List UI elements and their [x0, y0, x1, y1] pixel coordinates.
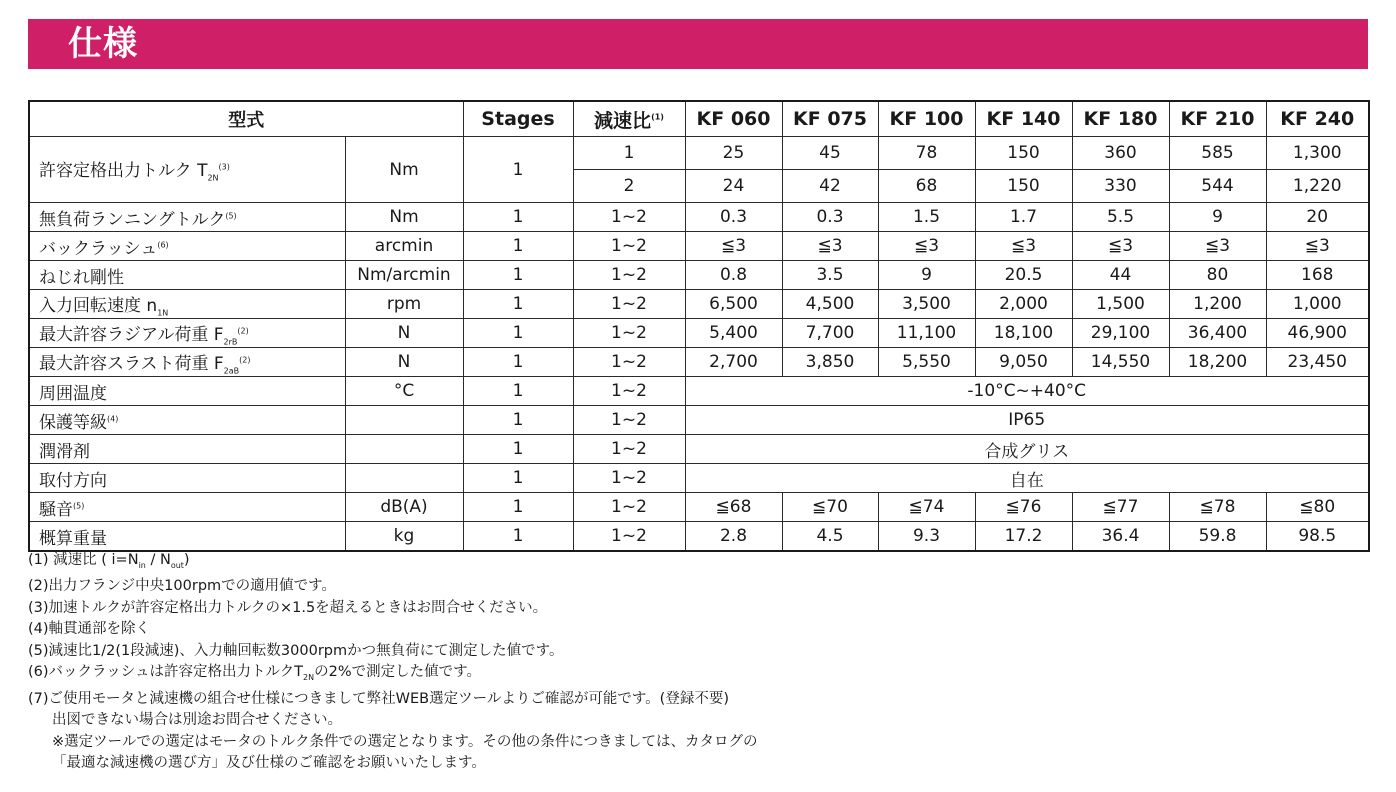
row-unit	[345, 464, 463, 493]
cell-value-merged: IP65	[685, 406, 1369, 435]
cell-value: ≦80	[1266, 493, 1369, 522]
table-row	[29, 232, 1369, 261]
cell-value: ≦70	[782, 493, 878, 522]
table-row	[29, 377, 1369, 406]
cell-value: 9.3	[878, 522, 975, 552]
row-unit: dB(A)	[345, 493, 463, 522]
row-label: 入力回転速度 $n_{1N}$	[29, 290, 345, 319]
row-label: 騒音$^{(5)}$	[29, 493, 345, 522]
cell-value: 18,200	[1169, 348, 1266, 377]
cell-value: 6,500	[685, 290, 782, 319]
row-ratio: 1~2	[573, 406, 685, 435]
cell-value: 11,100	[878, 319, 975, 348]
row-label: 潤滑剤	[29, 435, 345, 464]
cell-value: 4,500	[782, 290, 878, 319]
row-unit	[345, 435, 463, 464]
footnote-7-line4: 「最適な減速機の選び方」及び仕様のご確認をお願いいたします。	[52, 755, 486, 772]
cell-value: 4.5	[782, 522, 878, 552]
cell-value: 1,300	[1266, 137, 1369, 170]
cell-value: 9,050	[975, 348, 1072, 377]
row-label: ねじれ剛性	[29, 261, 345, 290]
cell-value: 7,700	[782, 319, 878, 348]
cell-value: 46,900	[1266, 319, 1369, 348]
row-unit	[345, 406, 463, 435]
row-label: 無負荷ランニングトルク$^{(5)}$	[29, 203, 345, 232]
cell-value: ≦3	[685, 232, 782, 261]
header-model: KF 210	[1169, 101, 1266, 137]
cell-value: 20.5	[975, 261, 1072, 290]
cell-value: 36.4	[1072, 522, 1169, 552]
cell-value: ≦68	[685, 493, 782, 522]
row-ratio: 1	[573, 137, 685, 170]
cell-value: ≦78	[1169, 493, 1266, 522]
row-stages: 1	[463, 232, 573, 261]
spec-table	[28, 100, 1370, 552]
row-stages: 1	[463, 203, 573, 232]
row-ratio: 1~2	[573, 348, 685, 377]
cell-value: ≦3	[1169, 232, 1266, 261]
footnote-1: (1) 減速比 ( $i=N_{in} / N_{out}$)	[28, 552, 190, 570]
row-stages: 1	[463, 406, 573, 435]
cell-value: 9	[1169, 203, 1266, 232]
row-ratio: 1~2	[573, 435, 685, 464]
table-row	[29, 435, 1369, 464]
row-label: 周囲温度	[29, 377, 345, 406]
cell-value: ≦76	[975, 493, 1072, 522]
table-row	[29, 137, 1369, 170]
cell-value: 0.3	[685, 203, 782, 232]
cell-value: 98.5	[1266, 522, 1369, 552]
row-stages: 1	[463, 261, 573, 290]
cell-value: 80	[1169, 261, 1266, 290]
row-unit: arcmin	[345, 232, 463, 261]
cell-value: 17.2	[975, 522, 1072, 552]
cell-value: 45	[782, 137, 878, 170]
row-ratio: 1~2	[573, 377, 685, 406]
header-model: KF 180	[1072, 101, 1169, 137]
cell-value: 2,700	[685, 348, 782, 377]
cell-value: 360	[1072, 137, 1169, 170]
cell-value: 1,200	[1169, 290, 1266, 319]
cell-value: 1.7	[975, 203, 1072, 232]
cell-value: 1,500	[1072, 290, 1169, 319]
cell-value: 330	[1072, 170, 1169, 203]
row-unit: Nm	[345, 203, 463, 232]
cell-value: 29,100	[1072, 319, 1169, 348]
row-label: 取付方向	[29, 464, 345, 493]
header-model: KF 060	[685, 101, 782, 137]
row-stages: 1	[463, 435, 573, 464]
cell-value: 0.3	[782, 203, 878, 232]
cell-value: 5,400	[685, 319, 782, 348]
header-model: KF 140	[975, 101, 1072, 137]
table-row	[29, 290, 1369, 319]
row-label: 許容定格出力トルク $T_{2N}^{(3)}$	[29, 137, 345, 203]
section-banner	[28, 19, 1368, 69]
row-stages: 1	[463, 522, 573, 552]
cell-value: 168	[1266, 261, 1369, 290]
row-ratio: 1~2	[573, 319, 685, 348]
cell-value: 5,550	[878, 348, 975, 377]
footnote-2: (2)出力フランジ中央100rpmでの適用値です。	[28, 578, 336, 595]
footnote-3: (3)加速トルクが許容定格出力トルクの×1.5を超えるときはお問合せください。	[28, 599, 548, 616]
cell-value: 23,450	[1266, 348, 1369, 377]
row-stages: 1	[463, 493, 573, 522]
row-label: 保護等級$^{(4)}$	[29, 406, 345, 435]
table-row	[29, 406, 1369, 435]
cell-value: ≦77	[1072, 493, 1169, 522]
cell-value: ≦3	[1072, 232, 1169, 261]
cell-value: 5.5	[1072, 203, 1169, 232]
row-stages: 1	[463, 464, 573, 493]
row-unit: N	[345, 319, 463, 348]
cell-value: 1.5	[878, 203, 975, 232]
footnote-7-line3: ※選定ツールでの選定はモータのトルク条件での選定となります。その他の条件につきましては、カタログの	[52, 733, 758, 750]
cell-value-merged: 自在	[685, 464, 1369, 493]
cell-value: 20	[1266, 203, 1369, 232]
row-stages: 1	[463, 137, 573, 203]
row-ratio: 1~2	[573, 464, 685, 493]
table-row	[29, 319, 1369, 348]
cell-value: ≦3	[878, 232, 975, 261]
row-label: 最大許容ラジアル荷重 $F_{2rB}^{(2)}$	[29, 319, 345, 348]
cell-value: 3.5	[782, 261, 878, 290]
footnote-7-line2: 出図できない場合は別途お問合せください。	[52, 712, 342, 729]
row-unit: Nm	[345, 137, 463, 203]
cell-value: ≦74	[878, 493, 975, 522]
row-label: バックラッシュ$^{(6)}$	[29, 232, 345, 261]
cell-value: 24	[685, 170, 782, 203]
footnote-6: (6)バックラッシュは許容定格出力トルク$T_{2N}$の2%で測定した値です。	[28, 664, 481, 683]
cell-value: 9	[878, 261, 975, 290]
header-stages: Stages	[463, 101, 573, 137]
cell-value-merged: 合成グリス	[685, 435, 1369, 464]
row-unit: kg	[345, 522, 463, 552]
row-unit: Nm/arcmin	[345, 261, 463, 290]
row-label: 概算重量	[29, 522, 345, 552]
cell-value: 150	[975, 170, 1072, 203]
cell-value: ≦3	[975, 232, 1072, 261]
row-stages: 1	[463, 348, 573, 377]
table-row	[29, 348, 1369, 377]
row-unit: N	[345, 348, 463, 377]
table-row	[29, 522, 1369, 552]
cell-value: 1,220	[1266, 170, 1369, 203]
header-model: KF 240	[1266, 101, 1369, 137]
cell-value: 3,500	[878, 290, 975, 319]
section-title: 仕様	[68, 24, 138, 64]
header-ratio: 減速比$^{(1)}$	[573, 101, 685, 137]
footnote-4: (4)軸貫通部を除く	[28, 621, 151, 638]
footnote-7: (7)ご使用モータと減速機の組合せ仕様につきまして弊社WEB選定ツールよりご確認が可能です。(登録不要)	[28, 690, 729, 707]
cell-value: 25	[685, 137, 782, 170]
header-row	[29, 101, 1369, 137]
row-ratio: 1~2	[573, 290, 685, 319]
row-ratio: 2	[573, 170, 685, 203]
cell-value: 3,850	[782, 348, 878, 377]
cell-value: 36,400	[1169, 319, 1266, 348]
cell-value: 18,100	[975, 319, 1072, 348]
cell-value: 0.8	[685, 261, 782, 290]
table-row	[29, 261, 1369, 290]
row-unit: rpm	[345, 290, 463, 319]
row-unit: °C	[345, 377, 463, 406]
row-stages: 1	[463, 319, 573, 348]
table-row	[29, 203, 1369, 232]
cell-value: ≦3	[782, 232, 878, 261]
row-ratio: 1~2	[573, 203, 685, 232]
header-model: KF 075	[782, 101, 878, 137]
cell-value: 1,000	[1266, 290, 1369, 319]
cell-value: 68	[878, 170, 975, 203]
cell-value: 44	[1072, 261, 1169, 290]
cell-value: 150	[975, 137, 1072, 170]
cell-value: 544	[1169, 170, 1266, 203]
cell-value: 59.8	[1169, 522, 1266, 552]
row-stages: 1	[463, 290, 573, 319]
cell-value: 78	[878, 137, 975, 170]
row-ratio: 1~2	[573, 261, 685, 290]
row-stages: 1	[463, 377, 573, 406]
cell-value-merged: -10°C~+40°C	[685, 377, 1369, 406]
footnotes	[28, 550, 758, 775]
row-ratio: 1~2	[573, 522, 685, 552]
footnote-5: (5)減速比1/2(1段減速)、入力軸回転数3000rpmかつ無負荷にて測定した値です。	[28, 642, 564, 659]
cell-value: 585	[1169, 137, 1266, 170]
cell-value: ≦3	[1266, 232, 1369, 261]
row-ratio: 1~2	[573, 493, 685, 522]
header-type: 型式	[29, 101, 463, 137]
table-row	[29, 464, 1369, 493]
cell-value: 2.8	[685, 522, 782, 552]
header-model: KF 100	[878, 101, 975, 137]
cell-value: 2,000	[975, 290, 1072, 319]
cell-value: 14,550	[1072, 348, 1169, 377]
cell-value: 42	[782, 170, 878, 203]
row-label: 最大許容スラスト荷重 $F_{2aB}^{(2)}$	[29, 348, 345, 377]
row-ratio: 1~2	[573, 232, 685, 261]
table-row	[29, 493, 1369, 522]
